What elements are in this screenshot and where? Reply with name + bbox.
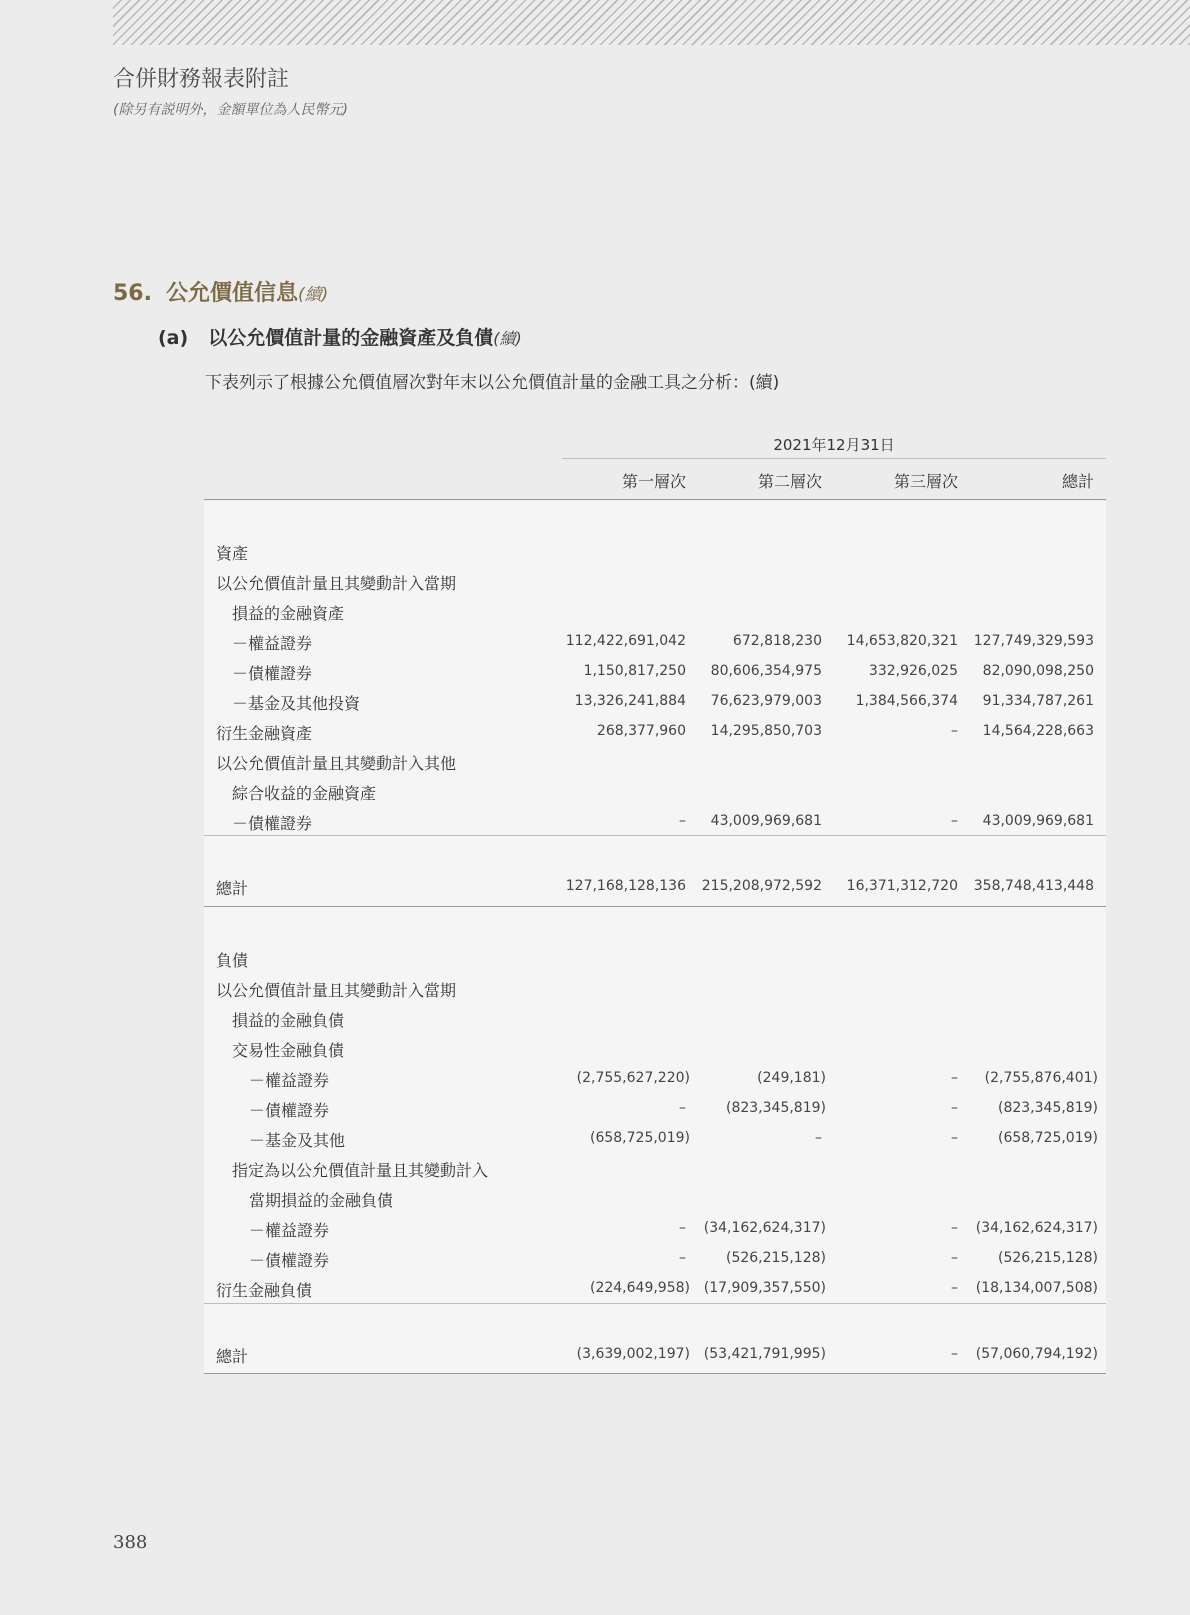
section-continued: (續) <box>298 285 329 305</box>
row-label: 以公允價值計量且其變動計入其他 <box>216 754 457 773</box>
table-row <box>204 568 1106 598</box>
total-rule <box>204 1373 1106 1374</box>
row-label: －權益證券 <box>249 1221 330 1240</box>
table-row <box>204 1005 1106 1035</box>
cell-level1: (3,639,002,197) <box>576 1346 690 1362</box>
section-number: 56. <box>113 281 152 306</box>
total-label: 總計 <box>216 879 249 898</box>
table-row <box>204 748 1106 778</box>
cell-level1: (224,649,958) <box>590 1280 690 1296</box>
cell-level2: 80,606,354,975 <box>710 663 822 679</box>
cell-level3: – <box>951 1070 958 1086</box>
cell-total: 82,090,098,250 <box>982 663 1094 679</box>
cell-level1: (2,755,627,220) <box>576 1070 690 1086</box>
table-row <box>204 1215 1106 1245</box>
table-row <box>204 658 1106 688</box>
page-number: 388 <box>113 1532 148 1553</box>
cell-level1: 112,422,691,042 <box>565 633 686 649</box>
row-label: 交易性金融負債 <box>232 1041 345 1060</box>
table-date-header: 2021年12月31日 <box>773 436 895 454</box>
cell-level3: 16,371,312,720 <box>846 878 958 894</box>
cell-level3: 14,653,820,321 <box>846 633 958 649</box>
cell-total: (823,345,819) <box>998 1100 1098 1116</box>
row-label: －債權證券 <box>232 664 313 683</box>
table-row <box>204 1155 1106 1185</box>
cell-total: (18,134,007,508) <box>975 1280 1098 1296</box>
subsection-label: (a) <box>158 327 189 349</box>
table-row <box>204 1245 1106 1275</box>
cell-level1: 1,150,817,250 <box>583 663 686 679</box>
cell-level2: 76,623,979,003 <box>710 693 822 709</box>
table-row <box>204 718 1106 748</box>
subtotal-rule <box>204 1303 1106 1304</box>
assets-heading: 資產 <box>216 544 249 563</box>
cell-level3: – <box>951 1220 958 1236</box>
table-row <box>204 1125 1106 1155</box>
cell-level1: – <box>679 813 686 829</box>
cell-total: 14,564,228,663 <box>982 723 1094 739</box>
cell-level1: 268,377,960 <box>596 723 686 739</box>
row-label: 綜合收益的金融資產 <box>232 784 377 803</box>
cell-level3: – <box>951 723 958 739</box>
row-label: 損益的金融資產 <box>232 604 345 623</box>
row-label: 衍生金融資產 <box>216 724 313 743</box>
document-title: 合併財務報表附註 <box>113 67 290 92</box>
table-row <box>204 1095 1106 1125</box>
document-subtitle: (除另有説明外，金額單位為人民幣元) <box>113 102 348 118</box>
table-row <box>204 538 1106 568</box>
subsection-continued: (續) <box>493 329 522 348</box>
column-header-rule <box>204 499 1106 500</box>
liabilities-heading: 負債 <box>216 951 249 970</box>
table-row <box>204 945 1106 975</box>
table-total-row <box>204 873 1106 903</box>
row-label: 衍生金融負債 <box>216 1281 313 1300</box>
row-label: －基金及其他投資 <box>232 694 361 713</box>
cell-level3: 1,384,566,374 <box>855 693 958 709</box>
row-label: －權益證券 <box>249 1071 330 1090</box>
section-title: 公允價值信息 <box>165 281 298 306</box>
column-header-total: 總計 <box>1061 472 1094 491</box>
table-row <box>204 1065 1106 1095</box>
cell-level3: – <box>951 1250 958 1266</box>
cell-total: (526,215,128) <box>998 1250 1098 1266</box>
row-label: －債權證券 <box>249 1101 330 1120</box>
cell-level3: – <box>951 813 958 829</box>
table-row <box>204 628 1106 658</box>
cell-total: (34,162,624,317) <box>975 1220 1098 1236</box>
row-label: －債權證券 <box>232 814 313 833</box>
table-row <box>204 688 1106 718</box>
table-row <box>204 1035 1106 1065</box>
cell-level3: – <box>951 1346 958 1362</box>
row-label: 以公允價值計量且其變動計入當期 <box>216 981 457 1000</box>
cell-level1: 127,168,128,136 <box>565 878 686 894</box>
table-row <box>204 1275 1106 1305</box>
cell-level3: – <box>951 1280 958 1296</box>
cell-level1: – <box>679 1220 686 1236</box>
row-label: －權益證券 <box>232 634 313 653</box>
row-label: 損益的金融負債 <box>232 1011 345 1030</box>
cell-level1: 13,326,241,884 <box>574 693 686 709</box>
cell-total: (57,060,794,192) <box>975 1346 1098 1362</box>
cell-total: 91,334,787,261 <box>982 693 1094 709</box>
header-hatch-band <box>113 0 1190 45</box>
column-header-level1: 第一層次 <box>621 472 686 491</box>
table-row <box>204 598 1106 628</box>
total-rule <box>204 906 1106 907</box>
row-label: －基金及其他 <box>249 1131 346 1150</box>
subsection-title: 以公允價值計量的金融資產及負債 <box>208 327 494 349</box>
row-label: 當期損益的金融負債 <box>249 1191 394 1210</box>
table-row <box>204 975 1106 1005</box>
cell-level1: (658,725,019) <box>590 1130 690 1146</box>
column-header-level2: 第二層次 <box>757 472 822 491</box>
cell-level1: – <box>679 1250 686 1266</box>
section-heading <box>113 276 328 307</box>
total-label: 總計 <box>216 1347 249 1366</box>
table-row <box>204 1185 1106 1215</box>
cell-level2: 215,208,972,592 <box>701 878 822 894</box>
cell-total: 127,749,329,593 <box>973 633 1094 649</box>
subtotal-rule <box>204 835 1106 836</box>
cell-total: (2,755,876,401) <box>984 1070 1098 1086</box>
table-total-row <box>204 1341 1106 1371</box>
cell-level3: 332,926,025 <box>868 663 958 679</box>
subsection-heading <box>158 323 522 350</box>
cell-level2: 14,295,850,703 <box>710 723 822 739</box>
cell-level2: 672,818,230 <box>732 633 822 649</box>
row-label: 指定為以公允價值計量且其變動計入 <box>232 1161 489 1180</box>
cell-level2: (823,345,819) <box>726 1100 826 1116</box>
table-row <box>204 808 1106 838</box>
date-header-rule <box>562 458 1106 459</box>
cell-level3: – <box>951 1130 958 1146</box>
cell-level1: – <box>679 1100 686 1116</box>
row-label: －債權證券 <box>249 1251 330 1270</box>
cell-level2: – <box>815 1130 822 1146</box>
column-header-level3: 第三層次 <box>893 472 958 491</box>
cell-level3: – <box>951 1100 958 1116</box>
intro-text: 下表列示了根據公允價值層次對年末以公允價值計量的金融工具之分析：(續) <box>205 373 780 393</box>
cell-level2: (53,421,791,995) <box>703 1346 826 1362</box>
cell-total: (658,725,019) <box>998 1130 1098 1146</box>
cell-level2: (17,909,357,550) <box>703 1280 826 1296</box>
cell-level2: (249,181) <box>757 1070 826 1086</box>
cell-level2: 43,009,969,681 <box>710 813 822 829</box>
table-row <box>204 778 1106 808</box>
cell-total: 358,748,413,448 <box>973 878 1094 894</box>
cell-level2: (526,215,128) <box>726 1250 826 1266</box>
cell-level2: (34,162,624,317) <box>703 1220 826 1236</box>
cell-total: 43,009,969,681 <box>982 813 1094 829</box>
row-label: 以公允價值計量且其變動計入當期 <box>216 574 457 593</box>
